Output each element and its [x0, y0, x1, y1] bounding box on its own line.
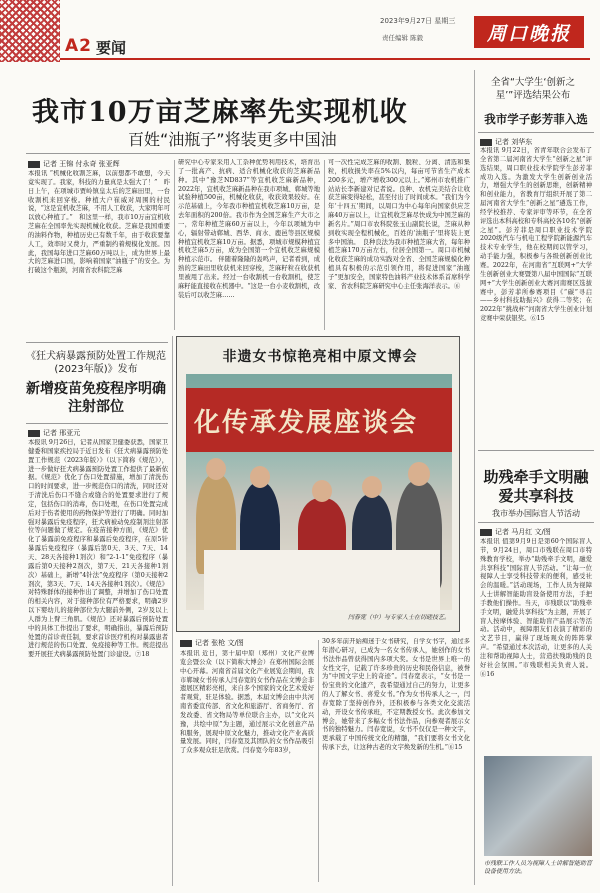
- left-middle-body: 本报讯 9月26日，记者从国家卫健委获悉，国家卫健委和国家疾控局于近日发布《狂犬病暴露预防处置工作规范（2023年版）》（以下简称《规范》），进一步做好狂犬病暴露预防处置工作提供了最新依据。《规范》优化了伤口处置措施，增加了清洗伤口的时间要求，进一步规范伤口的清洗，同时还对于清洗后伤口不缝合或缝合的处置要求进行了规定，包括伤口的消毒，伤口处理，在伤口处置完成后对于伤者使用的药物保护等进行了明确。同时加强对暴露后免疫程序，狂犬病被动免疫制剂注射部位等问题做了规定。在疫苗接种方面，《规范》优化了暴露前免疫程序和暴露后免疫程序，在原5针暴露后免疫程序（暴露后第0天、3天、7天、14天、28天各接种1剂次）和“2-1-1”免疫程序（暴露后第0天接种2剂次，第7天、21天各接种1剂次）基础上，新增“4针法”免疫程序（第0天接种2剂次，第3天、7天、14天各接种1剂次）。《规范》对特殊群体的接种作出了调整，并增加了伤口处置的相关内容，对于接种部位有严格要求，明确2岁以下婴幼儿的接种部位为大腿前外侧，2岁及以上人群为上臂三角肌。《规范》还对暴露后预防处置中的具体工作提出了要求，明确指出，暴露后预防处置的首诊责任制，要求首诊医疗机构对暴露患者进行规范的伤口处置、免疫接种等工作。规范提出要开展狂犬病暴露预防处置门诊建设。⑦18: [28, 439, 168, 659]
- section-name: 要闻: [96, 39, 127, 57]
- right-top-body: 本报讯 9月22日，省青年联合会发布了全省第二届河南省大学生“创新之星”评选结果，周口职业技术学院学生彭芳菲成功入选。为激发大学生创新创业活力，增强大学生的创新思维，创新精神和创业能力，省教育厅组织开展了第二届河南省大学生“创新之星”遴选工作，经学校推荐、专家评审等环节，在全省评选出本科高校和专科高校各10名“创新之星”。彭芳菲是周口职业技术学院2020级汽车与机电工程学院新能源汽车技术专业学生，他在校期间以管学习，动手能力强，积极参与各级创新创业比赛。2022年，在河南省“互联网+”大学生创新创业大赛暨第八届中国国际“互联网+”大学生创新创业大赛河南赛区选拔赛中，彭芳菲所参赛项目《“碳”寻启——乡村科技助振兴》获得二等奖；在2022年“挑战杯”河南省大学生创业计划竞赛中荣获银奖。⑥15: [480, 147, 592, 323]
- byline-text: 记者 刘华东: [495, 138, 533, 146]
- feature-body-col2: 30多年前开始痴迷于女书研究，自学女书字，通过多年潜心研习，已成为一名女书传承人，她创作的女书书法作品曾获得国内多项大奖。女书是世界上唯一的女性文字，记载了许多珍贵的历史和民俗信息，被誉为“中国文字史上的奇迹”。闫春宽表示，“女书是一份宝贵的文化遗产，我希望通过自己的努力，让更多的人了解女书、喜爱女书。”作为女书传承人之一，闫春宽除了坚持创作外，还积极参与各类文化交流活动，开设女书传承班，不定期教授女书。此次参加文博会，她带来了多幅女书书法作品，向参观者展示女书的独特魅力。闫春宽说，女书不仅仅是一种文字，更承载了中国传统文化的精髓，“我们要将女书文化传承下去，让这种古老的文字焕发新的生机。”⑥15: [322, 638, 470, 752]
- right-top-subheadline: 我市学子彭芳菲入选: [484, 112, 588, 126]
- feature-headline: 非遗女书惊艳亮相中原文博会: [222, 349, 418, 365]
- newspaper-logo: 周口晚报: [474, 16, 584, 48]
- right-top-headline: 全省“大学生‘创新之星’”评选结果公布: [491, 77, 575, 101]
- column-divider: [172, 336, 173, 886]
- feature-photo: [186, 374, 452, 610]
- editor-line: 责任编辑 陈毅: [382, 34, 424, 42]
- person-head: [408, 462, 430, 486]
- person-head: [362, 476, 382, 498]
- byline-text: 记者 王锦 付永奇 张亚辉: [43, 160, 120, 168]
- main-body-col1: 本报讯 “机械化收割芝麻，以前想都不敢想，今天竟实现了。我家，科技的力量真是太强大了！” 昨日上午，在项城市贾岭镇皇太后的芝麻田里，一台收割机来回穿梭。种植大户崔威对周围的村民说，“这是宜机收芝麻，不用人工收获，大家明年可以放心种植了。” 和这里一样，我市10万亩宜机收芝麻在全国率先实现机械化收获。芝麻是我国重要的油料作物，种植历史已有数千年，由于收获要靠人工，效率时又费力，严重制约着规模化发展。因此，我国每年进口芝麻60万吨以上，成为世界上最大的芝麻进口国，影响着国家“油瓶子”的安全。为打破这个瓶颈，河南省农科院芝麻: [28, 170, 170, 275]
- feature-caption: 闫春宽（中）与专家人士在切磋技艺。: [347, 614, 450, 621]
- left-middle-subheadline: 新增疫苗免疫程序明确注射部位: [26, 381, 166, 415]
- pen-icon: [480, 529, 492, 536]
- person-head: [312, 480, 332, 502]
- pen-icon: [480, 139, 492, 146]
- divider: [174, 160, 175, 330]
- left-middle-byline: [28, 428, 80, 438]
- divider: [26, 423, 168, 424]
- column-divider: [474, 70, 475, 885]
- right-middle-photo: [484, 756, 592, 856]
- feature-byline: [180, 638, 244, 648]
- main-byline: [28, 159, 120, 169]
- pen-icon: [28, 161, 40, 168]
- feature-body-col1: 本报讯 近日，第十届中原（郑州）文化产业博览会暨公众（以下简称大博会）在郑州国际会展中心开幕。河南省首届文化产业展览会期间，我市郸城女书传承人闫春宽的女书作品在文博会非遗展区精彩亮相，来自多个国家的文化艺术爱好者观赏，驻足体验。据悉，本届文博会由中共河南省委宣传部、省文化和旅游厅、省商务厅、省发改委、省文物局等单位联合主办，以“文化兴豫，共绘中原”为主题，通过展示文化创意产品和服务，展现中原文化魅力，推动文化产业高质量发展。同时，闫春宽及其团队的女书作品吸引了众多观众驻足欣赏。闫春宽今年83岁，: [180, 650, 314, 755]
- byline-text: 记者 张枪 文/图: [195, 639, 244, 647]
- left-middle-headline: 《狂犬病暴露预防处置工作规范(2023年版)》发布: [26, 351, 166, 375]
- person-head: [250, 466, 270, 488]
- divider: [318, 640, 319, 882]
- page-number: A2: [65, 36, 92, 56]
- pen-icon: [180, 640, 192, 647]
- person-head: [206, 458, 226, 480]
- divider: [478, 522, 594, 523]
- right-middle-subheadline: 我市举办国际盲人节活动: [492, 509, 580, 518]
- pen-icon: [28, 430, 40, 437]
- right-top-byline: [480, 137, 532, 147]
- page-header: [0, 0, 600, 64]
- right-middle-body: 本报讯 值第9月9日是第60个国际盲人节，9月24日，周口市残联在周口市特殊教育学校，举办“助残牵手文明，融爱共享科技”国际盲人节活动。“让每一位视障人士享受科技带来的便利，感受社会的温暖。”活动现场，工作人员为视障人士讲解智能助盲设备使用方法，手把手教他们操作。当天，市残联以“助残牵手文明，融爱共享科技”为主题，开展了盲人按摩体验、智能助盲产品展示等活动。活动中，视障朋友们表演了精彩的文艺节目，赢得了现场观众的阵阵掌声。“希望通过本次活动，让更多的人关注和帮助视障人士，营造扶残助残的良好社会氛围。”市残联相关负责人说。⑥16: [480, 538, 592, 678]
- right-middle-byline: [480, 527, 551, 537]
- photo-banner: 化传承发展座谈会: [186, 388, 452, 452]
- byline-text: 记者 邢亚元: [43, 429, 81, 437]
- calligraphy-paper: [204, 550, 440, 610]
- right-middle-headline: 助残牵手文明融爱共享科技: [483, 468, 589, 505]
- divider: [26, 342, 168, 343]
- divider: [324, 160, 325, 330]
- main-body-col3: 可一次性完成芝麻的收割、脱粒、分离、清选和集粒，机收损失率在5%以内，每亩可节省生产成本200多元，增产增收300元以上。”郑州市农机推广站站长李新建对记者说。良种、农机完美结合让收获芝麻变得轻松，甚至付出了时间成本。“我们为今年‘十四五’期间，以周口为中心每年向国家供应芝麻40万亩以上，让宜机收芝麻尽快成为中国芝麻的新名片。”周口市农科院张玉山副院长说，芝麻从种到收实现全程机械化，百姓的‘油瓶子’里将装上更多中国油。 良种良法为我市种植芝麻大省，每年种植芝麻170万亩左右，位居全国第一。周口市机械化收获芝麻的成功实践对全省、全国芝麻规模化种植具有积极的示范引领作用，将促进国家“油瓶子”更加安全，国家特色油料产业技术体系首席科学家、省农科院芝麻研究中心主任张海洋表示。⑥: [328, 159, 470, 290]
- divider: [478, 450, 594, 451]
- divider: [478, 132, 594, 133]
- divider: [26, 153, 470, 154]
- right-middle-caption: 市残联工作人员为视障人士讲解智能助盲设备使用方法。: [484, 860, 593, 875]
- date-line: 2023年9月27日 星期三: [380, 17, 456, 25]
- corner-decoration: [0, 0, 60, 62]
- main-subheadline: 百姓“油瓶子”将装更多中国油: [128, 130, 337, 149]
- header-rule: [60, 58, 590, 60]
- main-headline: 我市10万亩芝麻率先实现机收: [32, 97, 408, 128]
- byline-text: 记者 马月红 文/图: [495, 528, 551, 536]
- main-body-col2: 研究中心专家采用人工杂种优势利用技术，培育出了一批高产、抗病、适合机械化收获的芝麻新品种。其中“豫芝ND837”等宜机收芝麻新品种，2022年，宜机收芝麻新品种在我市项城、郸城等地试验种植500亩，机械化收获，收获效果较好。在示范基础上，今年我市种植宜机收芝麻10万亩，是去年面积的200倍。我市作为全国芝麻生产大市之一，常年种植芝麻60万亩以上，今年以项城为中心，辐射带动郸城、西华、商水、鹿邑等县区规模种植宜机收芝麻10万亩。据悉，项城市规模种植宜机收芝麻5万亩，成为全国第一个宜机收芝麻规模种植示范市。 伴随着隆隆的轰鸣声，记者看到，成熟的芝麻田里收获机来回穿梭，芝麻籽粒在收获机里被甩了出来。经过一台收割机一台收割机，使芝麻籽能直接收在机器中。“这是一台小麦收割机，改装后可以收芝麻……: [178, 159, 320, 299]
